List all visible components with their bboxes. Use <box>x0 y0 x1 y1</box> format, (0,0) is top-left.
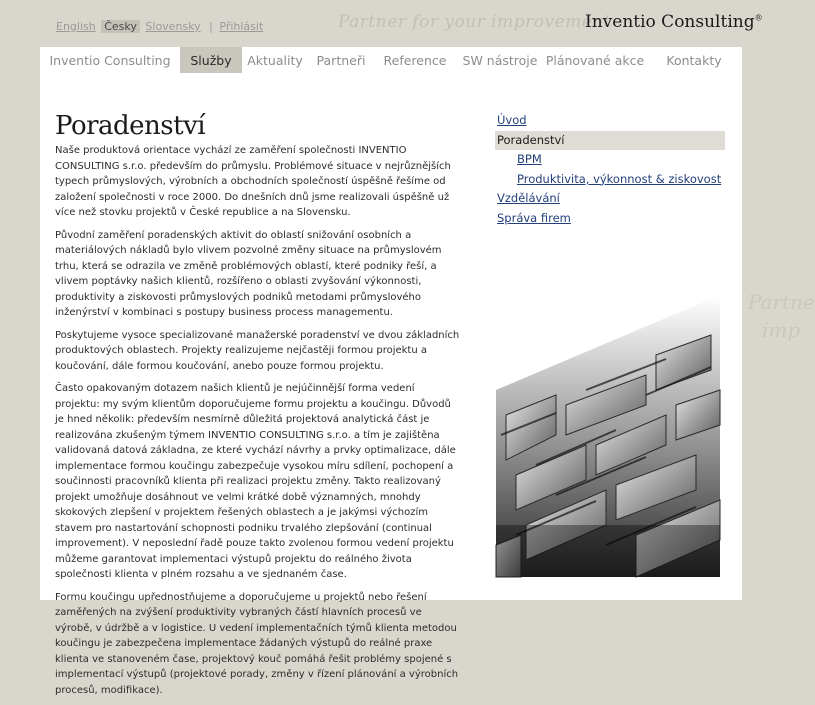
content-panel <box>40 73 742 696</box>
sidebar-subitem-produktivita[interactable]: Produktivita, výkonnost & ziskovost <box>517 171 722 186</box>
background-watermark: Partne <box>748 290 815 314</box>
brand-logo[interactable] <box>585 12 763 32</box>
main-article <box>55 111 460 705</box>
top-bar <box>0 0 800 46</box>
registered-mark: ® <box>754 13 763 23</box>
paragraph: Formu koučingu upřednostňujeme a doporučujeme u projektů nebo řešení zaměřených na zvýšení produktivity vybraných částí hlavních procesů ve výrobě, v údržbě a v logistice. U vedení implementačních týmů klienta metodou koučingu je zabezpečena implementace žádaných výstupů do reálné praxe klienta ve stanoveném čase, projektový kouč pomáhá řešit problémy spojené s implementací výstupů (projektové porady, změny v řízení plánování a výrobních procesů, modifikace). <box>55 591 459 696</box>
sidebar-item-uvod[interactable]: Úvod <box>497 113 527 127</box>
sidebar-item-sprava-firem[interactable]: Správa firem <box>497 210 571 225</box>
main-navigation <box>40 47 742 73</box>
tab-reference[interactable]: Reference <box>383 53 447 68</box>
tab-sw-nastroje[interactable]: SW nástroje <box>462 53 538 68</box>
maze-illustration <box>496 295 720 577</box>
tagline: Partner for your improvement <box>338 12 612 32</box>
maze-graphic <box>496 295 720 577</box>
lang-separator: | <box>209 20 213 33</box>
paragraph: Naše produktová orientace vychází ze zaměření společnosti INVENTIO CONSULTING s.r.o. především do průmyslu. Problémové situace v nejrůznějších typech průmyslových, výrobních a obchodních společností úspěšně řešíme od založení společnosti v roce 2000. Do dnešních dnů jsme realizovali úspěšně už více než stovku projektů v České republice a na Slovensku. <box>55 145 451 218</box>
tab-aktuality[interactable]: Aktuality <box>247 53 303 68</box>
page-title: Poradenství <box>55 111 206 141</box>
lang-english-link[interactable]: English <box>56 20 96 33</box>
tab-kontakty[interactable]: Kontakty <box>666 53 722 68</box>
tab-sluzby[interactable]: Služby <box>180 47 242 73</box>
paragraph: Často opakovaným dotazem našich klientů je nejúčinnější forma vedení projektu: my svým klientům doporučujeme formu projektu a koučingu. Důvodů je hned několik: především nesmírně důležitá projektová analytická část je realizována zkušeným týmem INVENTIO CONSULTING s.r.o. a tím je zajištěna validovaná datová základna, ze které vychází návrhy a prvky optimalizace, dále implementace formou koučingu zabezpečuje vysokou míru sdílení, pochopení a součinnosti pracovníků klienta při realizaci projektu změny. Takto realizovaný projekt umožňuje dosáhnout ve velmi krátké době významných, mnohdy skokových zlepšení v projektem řešených oblastech a je jakýmsi výchozím stavem pro nastartování schopnosti podniku trvalého zlepšování (continual improvement). V neposlední řadě pouze takto zvolenou formou vedení projektu můžeme garantovat implementaci výstupů projektu do reálného života společnosti klienta v plném rozsahu a ve sjednaném čase. <box>55 383 456 580</box>
login-link[interactable]: Přihlásit <box>219 20 264 33</box>
tab-inventio-consulting[interactable]: Inventio Consulting <box>49 53 171 68</box>
language-switcher <box>56 20 265 33</box>
paragraph: Poskytujeme vysoce specializované manažerské poradenství ve dvou základních produktových oblastech. Projekty realizujeme nejčastěji formou projektu a koučování, dále formou koučování, anebo pouze formou projektu. <box>55 329 460 372</box>
sidebar-menu <box>495 111 727 228</box>
sidebar-subitem-bpm[interactable]: BPM <box>517 152 542 166</box>
lang-slovak-link[interactable]: Slovensky <box>145 20 201 33</box>
brand-name: Inventio Consulting <box>585 12 755 32</box>
paragraph: Původní zaměření poradenských aktivit do oblastí snižování osobních a materiálových nákladů bylo vlivem pozvolné změny situace na průmyslovém trhu, která se odrazila ve změně problémových oblastí, které podniky řeší, a vlivem poptávky našich klientů, rozšířeno o oblasti zvyšování výkonnosti, produktivity a ziskovosti průmyslových podniků metodami průmyslového inženýrství v kombinaci s postupy business process managementu. <box>55 229 442 318</box>
sidebar-item-vzdelavani[interactable]: Vzdělávání <box>497 191 560 205</box>
background-watermark: imp <box>762 318 801 342</box>
tab-partneri[interactable]: Partneři <box>316 53 366 68</box>
sidebar-item-poradenstvi[interactable]: Poradenství <box>495 131 725 151</box>
tab-planovane-akce[interactable]: Plánované akce <box>545 53 645 68</box>
lang-czech-current[interactable]: Česky <box>101 20 140 33</box>
